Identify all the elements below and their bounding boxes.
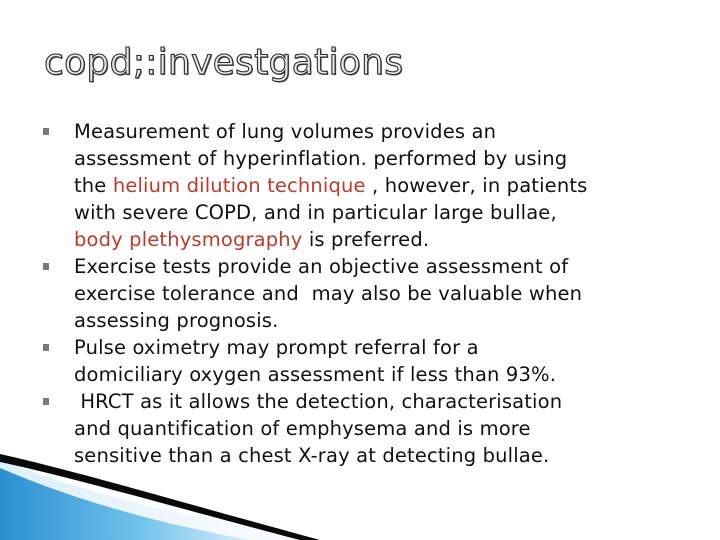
bullet-line: [74, 199, 714, 226]
bullet-marker-icon: [43, 398, 49, 405]
bullet-line: [74, 388, 714, 415]
bullet-marker-icon: [43, 128, 49, 135]
bullet-marker-icon: [43, 344, 49, 351]
text-segment: assessment of hyperinflation. performed by using: [74, 147, 568, 170]
text-segment: , however, in patients: [365, 174, 588, 197]
text-segment: with severe COPD, and in particular large bullae,: [74, 201, 557, 224]
bullet-line: [74, 307, 714, 334]
bullet-line: [74, 226, 714, 253]
bullet-line: [74, 253, 714, 280]
text-segment: is preferred.: [302, 228, 430, 251]
bullet-line: [74, 145, 714, 172]
text-segment: assessing prognosis.: [74, 309, 279, 332]
bullet-line: [74, 415, 714, 442]
slide-title: copd;:investgations: [44, 42, 404, 83]
bullet-line: [74, 361, 714, 388]
text-segment: the: [74, 174, 113, 197]
highlighted-term: helium dilution technique: [112, 174, 366, 197]
decorative-swoosh: [0, 440, 340, 540]
bullet-line: [74, 280, 714, 307]
bullet-item: [74, 118, 714, 253]
bullet-line: [74, 172, 714, 199]
text-segment: Exercise tests provide an objective assessment of: [74, 255, 569, 278]
bullet-item: [74, 334, 714, 388]
bullet-item: [74, 253, 714, 334]
text-segment: domiciliary oxygen assessment if less than 93%.: [74, 363, 557, 386]
bullet-marker-icon: [43, 263, 49, 270]
text-segment: Measurement of lung volumes provides an: [74, 120, 497, 143]
highlighted-term: body plethysmography: [74, 228, 303, 251]
bullet-list: [74, 118, 714, 469]
text-segment: HRCT as it allows the detection, characterisation: [74, 390, 563, 413]
bullet-line: [74, 334, 714, 361]
text-segment: exercise tolerance and may also be valuable when: [74, 282, 583, 305]
text-segment: and quantification of emphysema and is more: [74, 417, 531, 440]
text-segment: Pulse oximetry may prompt referral for a: [74, 336, 479, 359]
bullet-line: [74, 118, 714, 145]
text-segment: sensitive than a chest X-ray at detecting bullae.: [74, 444, 550, 467]
